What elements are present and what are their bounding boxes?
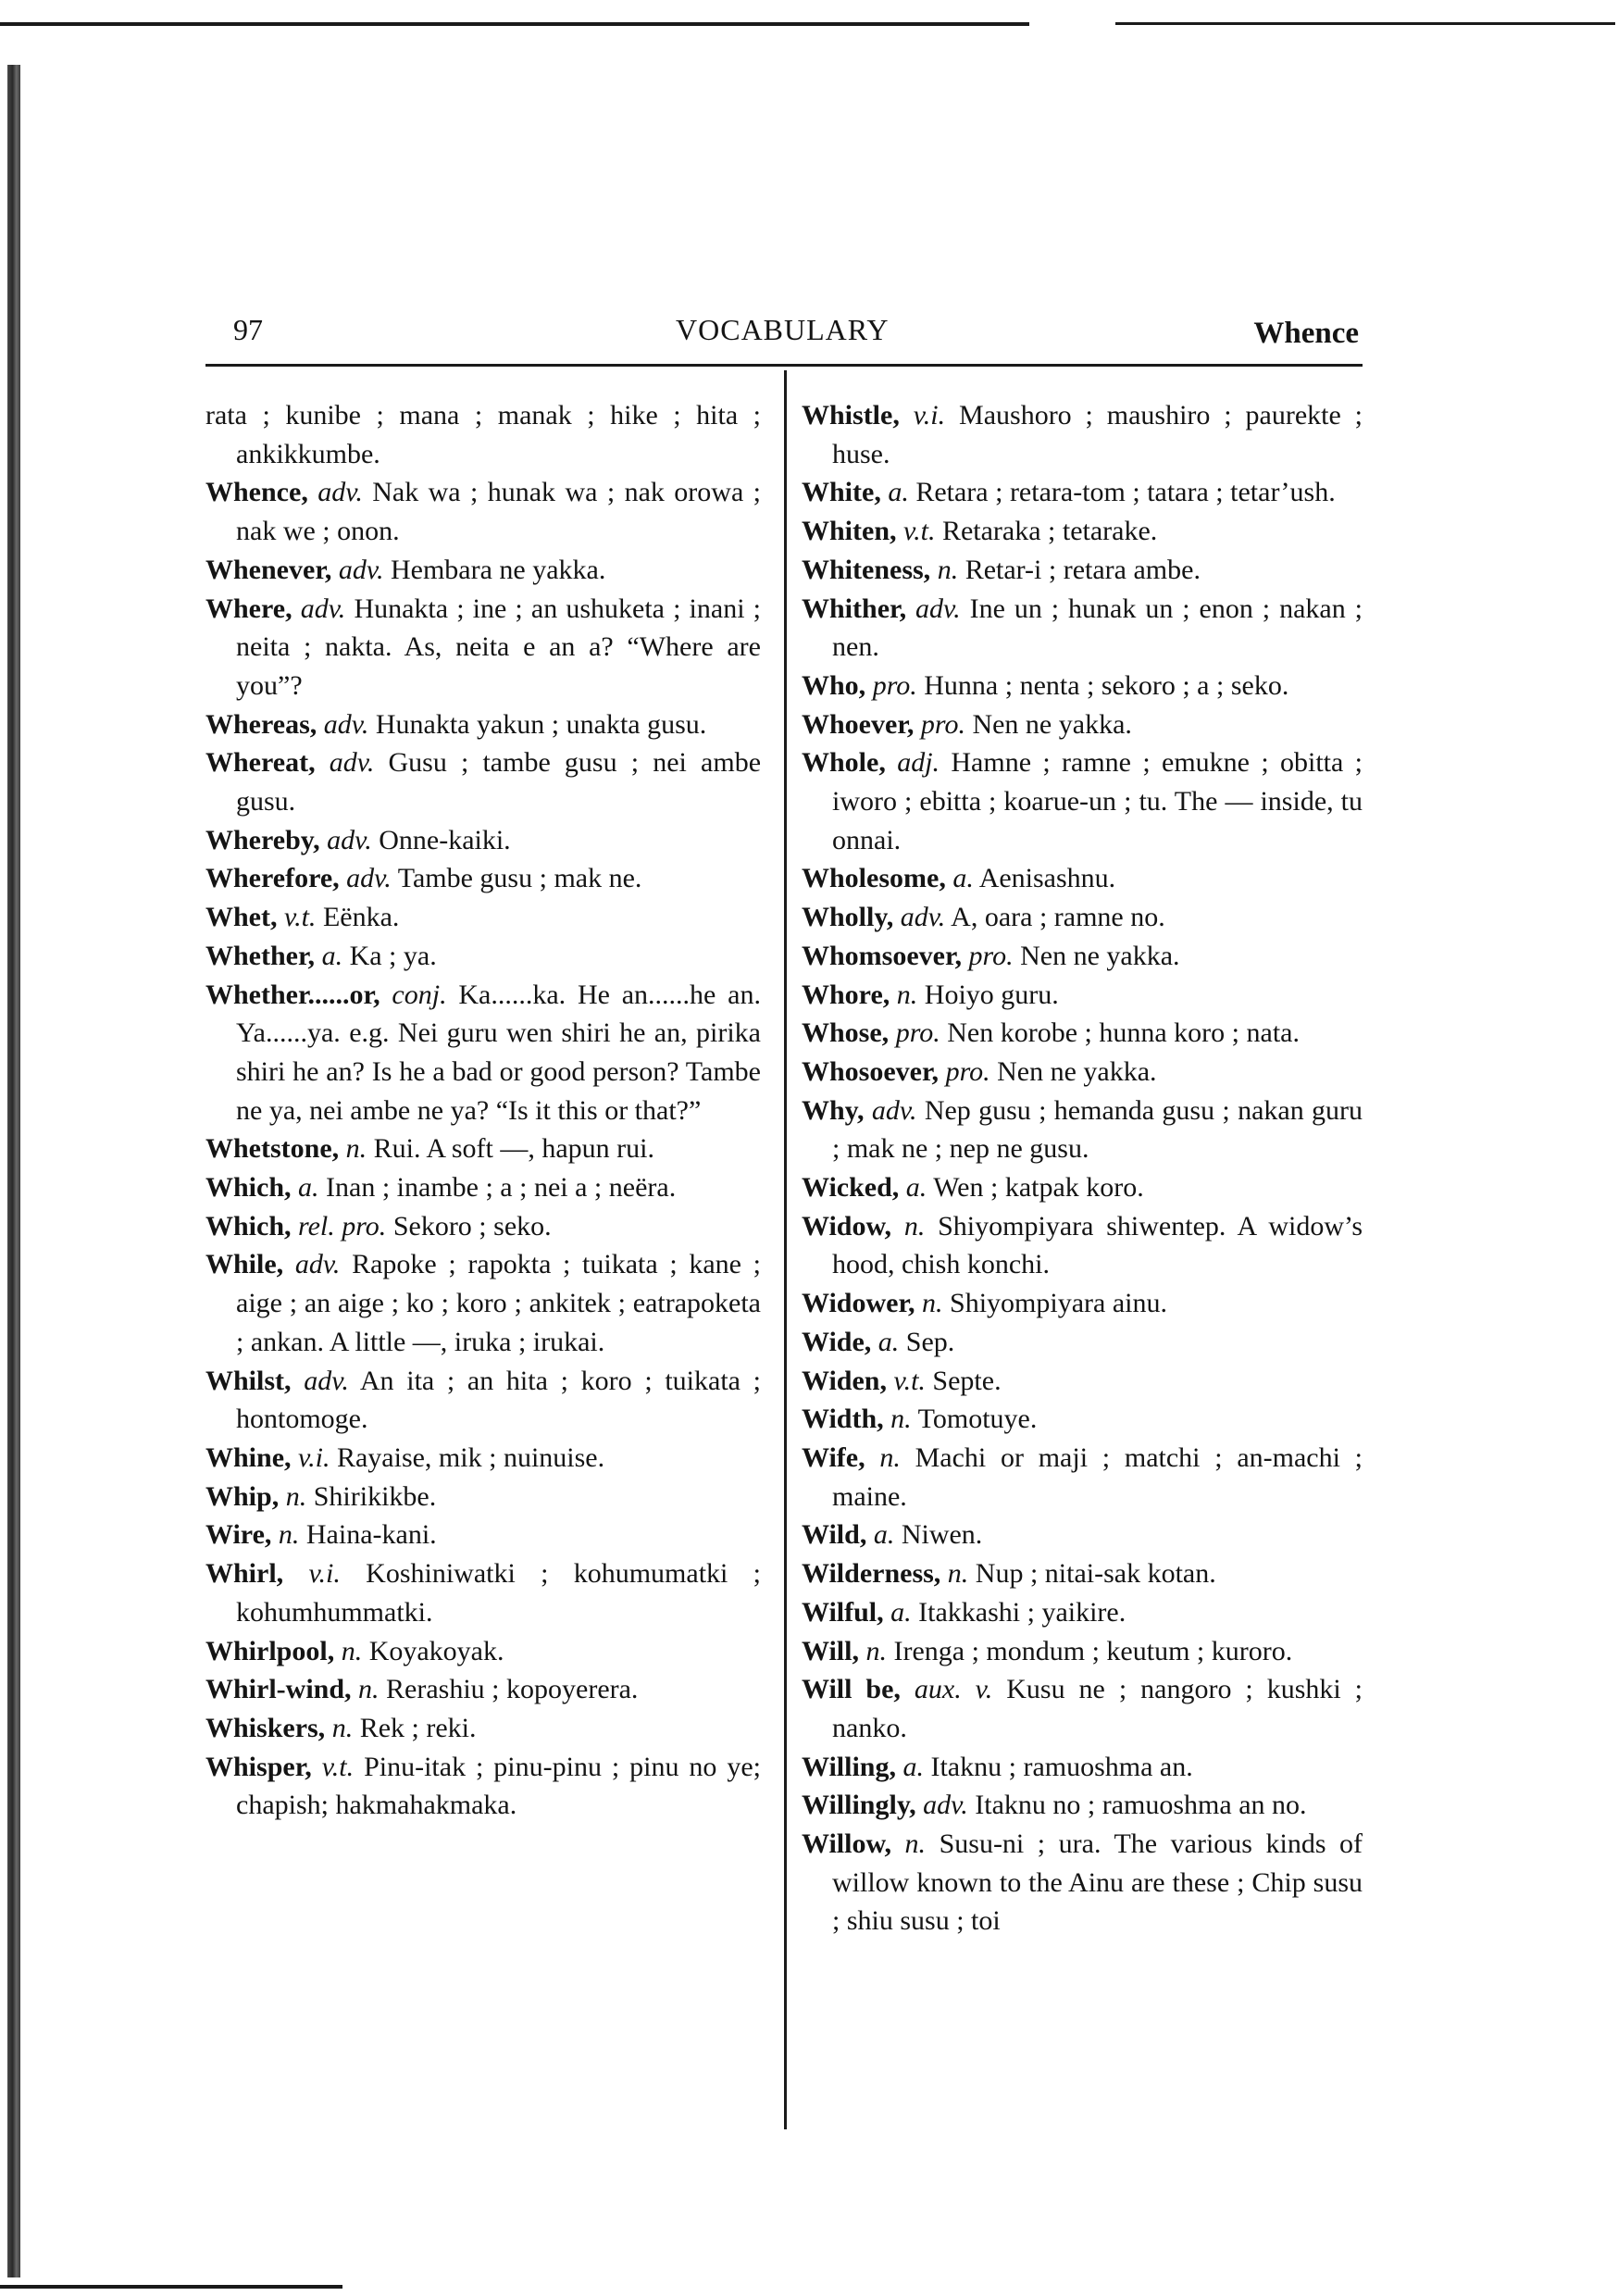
dictionary-entry: [205, 976, 761, 1130]
dictionary-entry: [205, 1748, 761, 1825]
headword: Whine,: [205, 1441, 292, 1473]
page-number: 97: [233, 313, 263, 346]
part-of-speech: adv.: [900, 902, 946, 933]
headword: Wild,: [802, 1519, 867, 1551]
part-of-speech: adv.: [338, 554, 384, 585]
part-of-speech: n.: [331, 1712, 354, 1743]
headword: Whether......or,: [205, 979, 380, 1010]
definition: Ka......ka. He an......he an. Ya......ya. e.g. Nei guru wen shiri he an, pirika shiri he an? Is he a bad or good person? Tambe ne ya, nei ambe ne ya? “Is it this or that?”: [236, 979, 761, 1126]
dictionary-entry: [205, 937, 761, 976]
top-rule-right: [1115, 22, 1615, 25]
definition: Ka ; ya.: [349, 940, 437, 971]
headword: Willingly,: [802, 1790, 916, 1821]
headword: Will be,: [802, 1674, 901, 1705]
definition: Onne-kaiki.: [379, 824, 511, 855]
definition: Retaraka ; tetarake.: [941, 516, 1158, 547]
part-of-speech: n.: [904, 1828, 927, 1860]
part-of-speech: a.: [298, 1172, 319, 1204]
part-of-speech: n.: [922, 1288, 943, 1319]
dictionary-entry: [802, 590, 1363, 667]
headword: Whether,: [205, 940, 316, 971]
definition: Shiyompiyara shiwentep. A widow’s hood, chish konchi.: [832, 1210, 1363, 1280]
part-of-speech: a.: [890, 1596, 912, 1628]
definition: Maushoro ; maushiro ; paurekte ; huse.: [832, 400, 1363, 469]
dictionary-entry: [802, 667, 1363, 705]
headword: Whisper,: [205, 1751, 312, 1782]
definition: A, oara ; ramne no.: [951, 902, 1165, 933]
headword: Wherefore,: [205, 863, 340, 894]
part-of-speech: v.t.: [893, 1365, 926, 1396]
definition: Kusu ne ; nangoro ; kushki ; nanko.: [832, 1674, 1363, 1743]
definition: Koshiniwatki ; kohumumatki ; kohumhummatki.: [236, 1558, 761, 1628]
definition: Hoiyo guru.: [924, 979, 1059, 1010]
definition: An ita ; an hita ; koro ; tuikata ; hontomoge.: [236, 1365, 762, 1435]
dictionary-entry: [802, 859, 1363, 898]
dictionary-entry: [205, 1207, 761, 1246]
part-of-speech: a.: [902, 1751, 924, 1782]
headword: Wife,: [802, 1441, 865, 1473]
definition: Pinu-itak ; pinu-pinu ; pinu no ye; chapish; hakmahakmaka.: [236, 1751, 762, 1821]
definition: Eënka.: [322, 902, 400, 933]
dictionary-entry: [802, 705, 1363, 744]
headword: Wholly,: [802, 902, 894, 933]
headword: Where,: [205, 593, 292, 624]
dictionary-entry: [205, 743, 761, 820]
definition: Retara ; retara-tom ; tatara ; tetar’ush.: [915, 477, 1336, 508]
part-of-speech: rel. pro.: [298, 1210, 387, 1242]
running-title: VOCABULARY: [676, 313, 890, 346]
part-of-speech: a.: [873, 1519, 895, 1551]
headword: Whistle,: [802, 400, 900, 430]
headword: Width,: [802, 1404, 884, 1435]
headword: Who,: [802, 669, 866, 701]
part-of-speech: v.t.: [284, 902, 317, 933]
part-of-speech: n.: [903, 1210, 926, 1242]
part-of-speech: a.: [321, 940, 343, 971]
dictionary-entry: [802, 1825, 1363, 1940]
headword: Whereat,: [205, 747, 316, 779]
dictionary-entry: [205, 1362, 761, 1439]
headword: Whirl-wind,: [205, 1674, 352, 1705]
dictionary-entry: [802, 1786, 1363, 1825]
headword: Wholesome,: [802, 863, 946, 894]
headword: Why,: [802, 1094, 865, 1126]
headword: Will,: [802, 1635, 859, 1666]
headword: Wide,: [802, 1326, 872, 1357]
definition: Ine un ; hunak un ; enon ; nakan ; nen.: [832, 593, 1363, 663]
dictionary-entry: [802, 1632, 1363, 1671]
part-of-speech: pro.: [895, 1017, 940, 1049]
dictionary-entry: [205, 396, 761, 473]
dictionary-entry: [205, 1709, 761, 1748]
definition: Susu-ni ; ura. The various kinds of willow known to the Ainu are these ; Chip susu ; shiu susu ; toi: [832, 1828, 1363, 1937]
header-rule: [205, 364, 1363, 367]
part-of-speech: adv.: [317, 477, 363, 508]
definition: Itakkashi ; yaikire.: [918, 1596, 1126, 1628]
part-of-speech: pro.: [945, 1055, 990, 1087]
headword: Wicked,: [802, 1172, 900, 1204]
part-of-speech: n.: [865, 1635, 887, 1666]
left-column: [205, 396, 761, 1825]
definition: Aenisashnu.: [978, 863, 1116, 894]
headword: Whence,: [205, 477, 308, 508]
headword: Whore,: [802, 979, 890, 1010]
dictionary-entry: [802, 551, 1363, 590]
headword: Whirlpool,: [205, 1635, 335, 1666]
definition: Nen ne yakka.: [1020, 940, 1180, 971]
dictionary-entry: [205, 1554, 761, 1631]
definition: Sep.: [905, 1326, 955, 1357]
dictionary-entry: [802, 1168, 1363, 1207]
headword: Widen,: [802, 1365, 887, 1396]
part-of-speech: adv.: [300, 593, 346, 624]
part-of-speech: adv.: [915, 593, 961, 624]
part-of-speech: adv.: [346, 863, 392, 894]
part-of-speech: pro.: [920, 708, 965, 740]
book-spine-edge: [7, 65, 20, 2277]
dictionary-entry: [802, 396, 1363, 473]
definition: Shirikikbe.: [313, 1480, 437, 1512]
headword: Whilst,: [205, 1365, 292, 1396]
definition: Retar-i ; retara ambe.: [965, 554, 1201, 585]
page-header: [233, 313, 1359, 350]
part-of-speech: adv.: [294, 1249, 341, 1280]
headword: Whereby,: [205, 824, 320, 855]
part-of-speech: a.: [905, 1172, 927, 1204]
part-of-speech: n.: [278, 1519, 300, 1551]
headword: Whole,: [802, 747, 886, 779]
definition: Hunakta yakun ; unakta gusu.: [375, 708, 707, 740]
definition: Hamne ; ramne ; emukne ; obitta ; iworo ; ebitta ; koarue-un ; tu. The — inside, tu onnai.: [832, 747, 1363, 855]
dictionary-entry: [802, 1516, 1363, 1554]
guide-word: Whence: [1253, 317, 1359, 350]
dictionary-entry: [205, 1439, 761, 1478]
part-of-speech: v.i.: [308, 1558, 341, 1590]
dictionary-entry: [205, 1168, 761, 1207]
definition: Septe.: [932, 1365, 1002, 1396]
headword: Whet,: [205, 902, 278, 933]
dictionary-entry: [802, 1554, 1363, 1593]
dictionary-entry: [802, 1670, 1363, 1747]
definition: Hunna ; nenta ; sekoro ; a ; seko.: [924, 669, 1289, 701]
part-of-speech: n.: [358, 1674, 380, 1705]
part-of-speech: n.: [285, 1480, 307, 1512]
headword: Willow,: [802, 1828, 891, 1860]
headword: Whose,: [802, 1017, 890, 1049]
headword: Whenever,: [205, 554, 332, 585]
part-of-speech: v.i.: [913, 400, 946, 430]
dictionary-entry: [205, 590, 761, 705]
part-of-speech: pro.: [872, 669, 917, 701]
dictionary-entry: [802, 1284, 1363, 1323]
bottom-rule: [0, 2285, 342, 2289]
part-of-speech: adv.: [304, 1365, 349, 1396]
definition: Rapoke ; rapokta ; tuikata ; kane ; aige ; an aige ; ko ; koro ; ankitek ; eatrapoketa ; ankan. A little —, iruka ; irukai.: [236, 1249, 762, 1357]
definition: Nak wa ; hunak wa ; nak orowa ; nak we ; onon.: [236, 477, 761, 547]
dictionary-entry: [802, 1400, 1363, 1439]
dictionary-entry: [205, 1478, 761, 1516]
part-of-speech: adv.: [923, 1790, 968, 1821]
definition: Rek ; reki.: [359, 1712, 477, 1743]
definition: Nup ; nitai-sak kotan.: [975, 1558, 1216, 1590]
definition: Rayaise, mik ; nuinuise.: [336, 1441, 605, 1473]
dictionary-entry: [802, 1748, 1363, 1787]
part-of-speech: n.: [937, 554, 959, 585]
part-of-speech: a.: [888, 477, 909, 508]
definition: Inan ; inambe ; a ; nei a ; neëra.: [326, 1172, 677, 1204]
definition: Machi or maji ; matchi ; an-machi ; maine.: [832, 1441, 1363, 1512]
headword: Whiten,: [802, 516, 897, 547]
dictionary-entry: [802, 1362, 1363, 1401]
headword: Willing,: [802, 1751, 896, 1782]
dictionary-entry: [802, 1439, 1363, 1516]
definition: Nen ne yakka.: [972, 708, 1132, 740]
top-rule-left: [0, 22, 1029, 26]
part-of-speech: aux. v.: [914, 1674, 993, 1705]
headword: Whiteness,: [802, 554, 931, 585]
headword: Wire,: [205, 1519, 272, 1551]
definition: Itaknu no ; ramuoshma an no.: [975, 1790, 1307, 1821]
definition: Hunakta ; ine ; an ushuketa ; inani ; neita ; nakta. As, neita e an a? “Where are you”?: [236, 593, 761, 701]
dictionary-entry: [205, 1632, 761, 1671]
headword: Wilderness,: [802, 1558, 941, 1590]
definition: Shiyompiyara ainu.: [950, 1288, 1167, 1319]
headword: Whereas,: [205, 708, 317, 740]
dictionary-entry: [205, 1516, 761, 1554]
right-column: [802, 396, 1363, 1940]
part-of-speech: a.: [952, 863, 974, 894]
part-of-speech: n.: [879, 1441, 901, 1473]
dictionary-entry: [802, 1053, 1363, 1092]
part-of-speech: v.i.: [298, 1441, 330, 1473]
headword: Whirl,: [205, 1558, 284, 1590]
headword: Whither,: [802, 593, 907, 624]
part-of-speech: adv.: [329, 747, 375, 779]
definition: Hembara ne yakka.: [390, 554, 606, 585]
part-of-speech: n.: [947, 1558, 969, 1590]
headword: Whiskers,: [205, 1712, 326, 1743]
dictionary-entry: [802, 512, 1363, 551]
dictionary-entry: [205, 859, 761, 898]
dictionary-entry: [802, 1323, 1363, 1362]
definition: Nen ne yakka.: [997, 1055, 1157, 1087]
headword: White,: [802, 477, 881, 508]
headword: While,: [205, 1249, 284, 1280]
dictionary-entry: [802, 1014, 1363, 1053]
part-of-speech: v.t.: [903, 516, 936, 547]
headword: Which,: [205, 1210, 292, 1242]
part-of-speech: n.: [896, 979, 918, 1010]
part-of-speech: pro.: [968, 940, 1014, 971]
definition: Nep gusu ; hemanda gusu ; nakan guru ; mak ne ; nep ne gusu.: [832, 1094, 1363, 1165]
dictionary-entry: [205, 1670, 761, 1709]
dictionary-entry: [802, 937, 1363, 976]
dictionary-entry: [205, 898, 761, 937]
definition: Sekoro ; seko.: [392, 1210, 552, 1242]
dictionary-entry: [802, 473, 1363, 512]
headword: Whoever,: [802, 708, 915, 740]
definition: Rerashiu ; kopoyerera.: [386, 1674, 639, 1705]
definition: Gusu ; tambe gusu ; nei ambe gusu.: [236, 747, 762, 817]
definition: Niwen.: [901, 1519, 983, 1551]
definition: Rui. A soft —, hapun rui.: [373, 1133, 654, 1165]
definition: Irenga ; mondum ; keutum ; kuroro.: [893, 1635, 1293, 1666]
dictionary-entry: [802, 743, 1363, 859]
dictionary-entry: [205, 551, 761, 590]
dictionary-entry: [205, 1245, 761, 1361]
definition: Itaknu ; ramuoshma an.: [930, 1751, 1193, 1782]
part-of-speech: adv.: [327, 824, 372, 855]
headword: Whip,: [205, 1480, 280, 1512]
dictionary-entry: [802, 1593, 1363, 1632]
dictionary-entry: [802, 898, 1363, 937]
part-of-speech: adv.: [871, 1094, 917, 1126]
part-of-speech: n.: [890, 1404, 912, 1435]
headword: Whosoever,: [802, 1055, 940, 1087]
part-of-speech: v.t.: [321, 1751, 355, 1782]
part-of-speech: adj.: [897, 747, 940, 779]
definition: Nen korobe ; hunna koro ; nata.: [947, 1017, 1300, 1049]
definition: Koyakoyak.: [368, 1635, 504, 1666]
definition: Tambe gusu ; mak ne.: [397, 863, 642, 894]
dictionary-entry: [802, 976, 1363, 1015]
headword: Whomsoever,: [802, 940, 963, 971]
dictionary-entry: [205, 473, 761, 550]
definition: Tomotuye.: [917, 1404, 1038, 1435]
dictionary-entry: [802, 1207, 1363, 1284]
headword: Widow,: [802, 1210, 891, 1242]
dictionary-entry: [205, 705, 761, 744]
definition: rata ; kunibe ; mana ; manak ; hike ; hita ; ankikkumbe.: [205, 400, 761, 469]
headword: Whetstone,: [205, 1133, 340, 1165]
part-of-speech: a.: [877, 1326, 900, 1357]
headword: Widower,: [802, 1288, 915, 1319]
part-of-speech: conj.: [392, 979, 447, 1010]
definition: Wen ; katpak koro.: [933, 1172, 1144, 1204]
dictionary-entry: [205, 1129, 761, 1168]
dictionary-entry: [205, 821, 761, 860]
part-of-speech: n.: [341, 1635, 363, 1666]
part-of-speech: n.: [345, 1133, 367, 1165]
headword: Which,: [205, 1172, 292, 1204]
headword: Wilful,: [802, 1596, 884, 1628]
dictionary-entry: [802, 1092, 1363, 1168]
definition: Haina-kani.: [305, 1519, 437, 1551]
column-divider: [784, 370, 787, 2129]
part-of-speech: adv.: [323, 708, 369, 740]
